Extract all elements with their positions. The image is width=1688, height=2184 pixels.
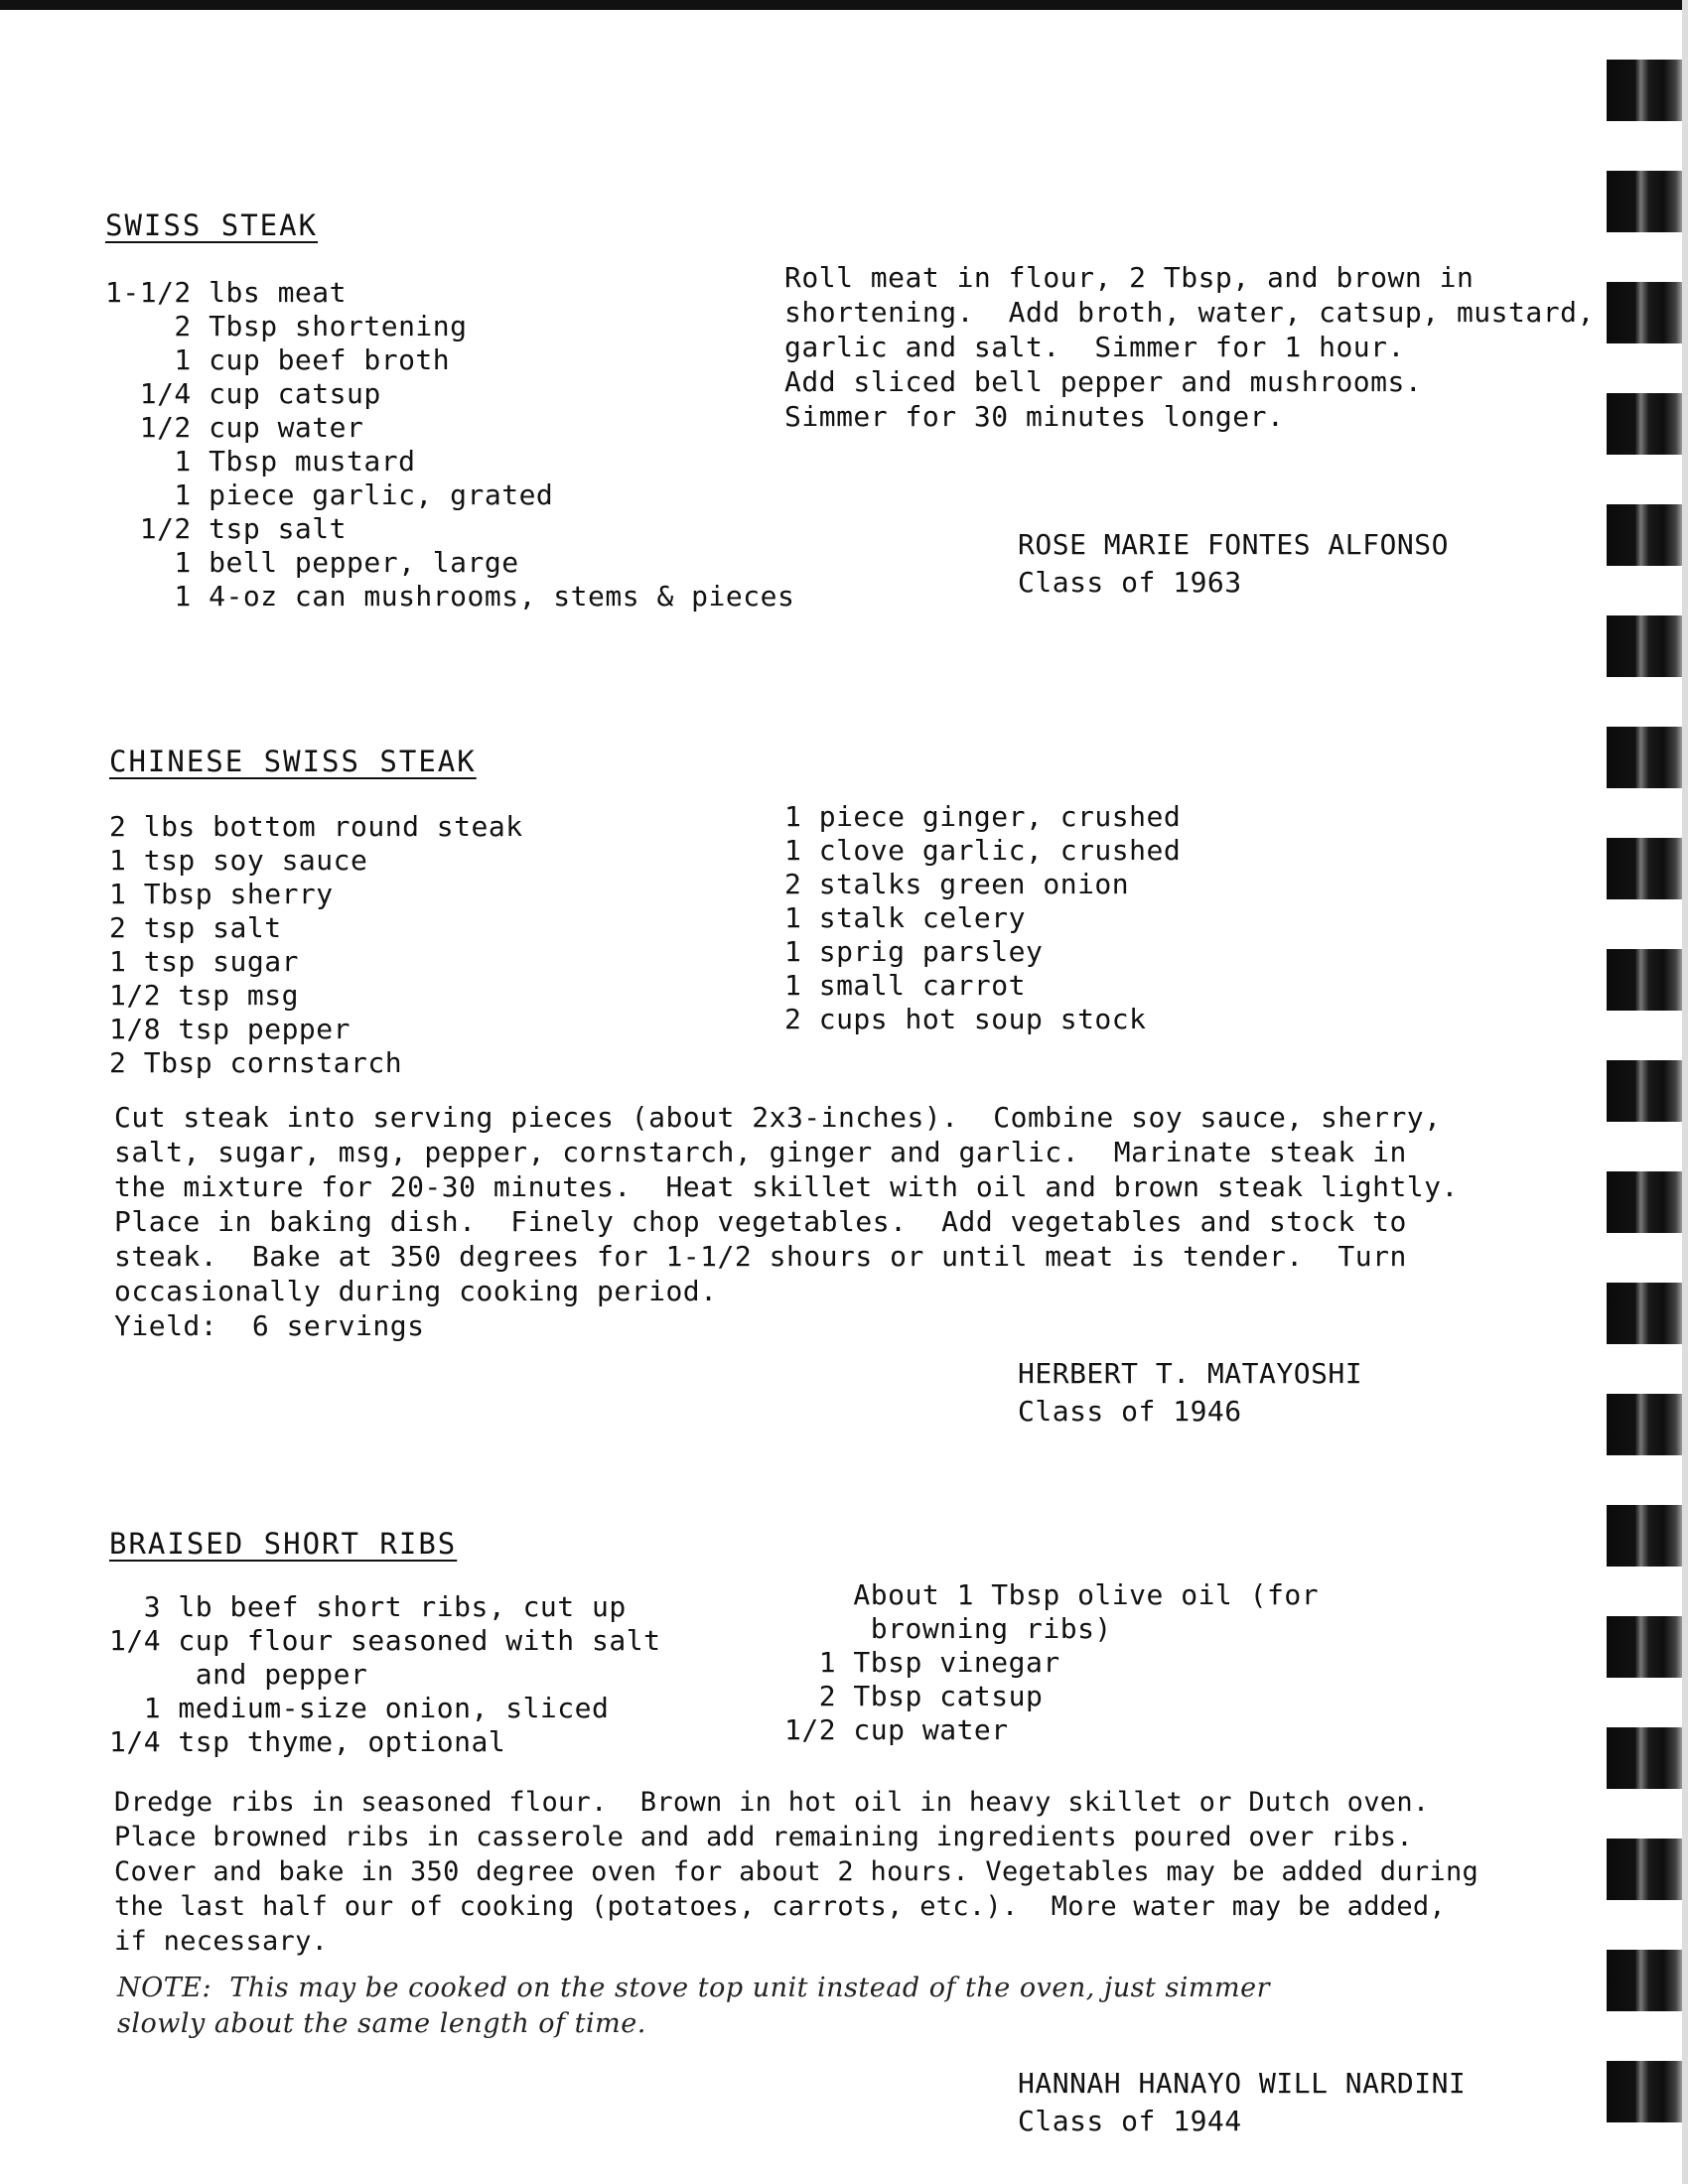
ingredient-line: 2 lbs bottom round steak xyxy=(109,810,523,843)
binding-ring xyxy=(1607,282,1688,343)
direction-line: occasionally during cooking period. xyxy=(114,1275,718,1307)
binding-ring xyxy=(1607,727,1688,788)
ingredient-line: 1 bell pepper, large xyxy=(105,546,519,579)
ingredient-line: 1 medium-size onion, sliced xyxy=(109,1692,610,1724)
ingredient-line: About 1 Tbsp olive oil (for xyxy=(784,1578,1320,1611)
recipe-title-swiss-steak: SWISS STEAK xyxy=(105,208,319,242)
binding-ring xyxy=(1607,1727,1688,1789)
direction-line: if necessary. xyxy=(114,1926,329,1957)
binding-ring xyxy=(1607,615,1688,677)
author-chinese-swiss-steak xyxy=(1018,1355,1362,1431)
ingredient-line: 1 tsp sugar xyxy=(109,945,299,978)
author-class: Class of 1946 xyxy=(1018,1395,1242,1428)
directions-chinese-swiss-steak xyxy=(114,1100,1459,1343)
page-top-edge xyxy=(0,0,1688,10)
spiral-binding xyxy=(1607,0,1688,2184)
direction-line: shortening. Add broth, water, catsup, mustard, xyxy=(784,296,1595,329)
author-swiss-steak xyxy=(1018,526,1449,602)
ingredient-line: 2 tsp salt xyxy=(109,911,282,944)
ingredients-right-braised-short-ribs xyxy=(784,1578,1319,1747)
direction-line: Place browned ribs in casserole and add remaining ingredients poured over ribs. xyxy=(114,1822,1413,1852)
binding-ring xyxy=(1607,838,1688,899)
ingredient-line: 1/4 tsp thyme, optional xyxy=(109,1725,506,1758)
author-name: ROSE MARIE FONTES ALFONSO xyxy=(1018,528,1449,561)
recipe-title-braised-short-ribs: BRAISED SHORT RIBS xyxy=(109,1527,458,1561)
direction-line: the mixture for 20-30 minutes. Heat skillet with oil and brown steak lightly. xyxy=(114,1170,1459,1203)
direction-line: Yield: 6 servings xyxy=(114,1309,425,1342)
ingredient-line: 1-1/2 lbs meat xyxy=(105,276,348,309)
ingredient-line: 2 cups hot soup stock xyxy=(784,1003,1147,1035)
author-class: Class of 1944 xyxy=(1018,2105,1242,2137)
ingredient-line: 2 Tbsp cornstarch xyxy=(109,1046,403,1079)
ingredients-swiss-steak xyxy=(105,276,794,614)
ingredient-line: 3 lb beef short ribs, cut up xyxy=(109,1590,627,1623)
ingredients-left-chinese-swiss-steak xyxy=(109,810,523,1080)
direction-line: garlic and salt. Simmer for 1 hour. xyxy=(784,331,1405,363)
author-braised-short-ribs xyxy=(1018,2065,1466,2140)
recipe-title-chinese-swiss-steak: CHINESE SWISS STEAK xyxy=(109,745,477,778)
ingredients-left-braised-short-ribs xyxy=(109,1590,660,1759)
author-name: HANNAH HANAYO WILL NARDINI xyxy=(1018,2067,1467,2100)
direction-line: Place in baking dish. Finely chop vegetables. Add vegetables and stock to xyxy=(114,1205,1407,1238)
binding-ring xyxy=(1607,60,1688,121)
direction-line: steak. Bake at 350 degrees for 1-1/2 shours or until meat is tender. Turn xyxy=(114,1240,1407,1273)
ingredient-line: 1 small carrot xyxy=(784,969,1027,1002)
author-name: HERBERT T. MATAYOSHI xyxy=(1018,1357,1363,1390)
ingredient-line: browning ribs) xyxy=(784,1612,1112,1645)
binding-ring xyxy=(1607,949,1688,1011)
ingredient-line: 1 piece garlic, grated xyxy=(105,478,554,511)
ingredient-line: 1 sprig parsley xyxy=(784,935,1044,968)
ingredient-line: 1 stalk celery xyxy=(784,901,1027,934)
ingredient-line: 2 Tbsp catsup xyxy=(784,1680,1044,1712)
note-line: slowly about the same length of time. xyxy=(117,2008,646,2039)
direction-line: Add sliced bell pepper and mushrooms. xyxy=(784,365,1423,398)
page-right-edge xyxy=(1682,0,1688,2184)
binding-ring xyxy=(1607,1171,1688,1233)
ingredient-line: 1/4 cup catsup xyxy=(105,377,381,410)
binding-ring xyxy=(1607,1839,1688,1900)
ingredient-line: 1/8 tsp pepper xyxy=(109,1013,352,1045)
ingredient-line: 1 Tbsp vinegar xyxy=(784,1646,1060,1679)
binding-ring xyxy=(1607,1060,1688,1122)
binding-ring xyxy=(1607,1283,1688,1344)
direction-line: salt, sugar, msg, pepper, cornstarch, ginger and garlic. Marinate steak in xyxy=(114,1136,1407,1168)
ingredient-line: 1 tsp soy sauce xyxy=(109,844,368,877)
directions-swiss-steak xyxy=(784,260,1595,434)
ingredient-line: 1 clove garlic, crushed xyxy=(784,834,1182,867)
directions-braised-short-ribs xyxy=(114,1785,1478,1959)
direction-line: Cover and bake in 350 degree oven for about 2 hours. Vegetables may be added during xyxy=(114,1856,1479,1887)
binding-ring xyxy=(1607,171,1688,232)
ingredient-line: 1 4-oz can mushrooms, stems & pieces xyxy=(105,580,795,613)
author-class: Class of 1963 xyxy=(1018,566,1242,599)
binding-ring xyxy=(1607,1505,1688,1567)
ingredient-line: 1 cup beef broth xyxy=(105,343,451,376)
binding-ring xyxy=(1607,504,1688,566)
ingredient-line: 1/2 tsp msg xyxy=(109,979,299,1012)
direction-line: Simmer for 30 minutes longer. xyxy=(784,400,1285,433)
ingredient-line: 1 piece ginger, crushed xyxy=(784,800,1182,833)
ingredient-line: 1 Tbsp mustard xyxy=(105,445,416,478)
binding-ring xyxy=(1607,1950,1688,2011)
note-braised-short-ribs xyxy=(117,1971,1270,2042)
ingredient-line: and pepper xyxy=(109,1658,368,1691)
ingredient-line: 1 Tbsp sherry xyxy=(109,878,334,910)
ingredient-line: 2 stalks green onion xyxy=(784,868,1130,900)
ingredients-right-chinese-swiss-steak xyxy=(784,800,1181,1036)
direction-line: Dredge ribs in seasoned flour. Brown in hot oil in heavy skillet or Dutch oven. xyxy=(114,1787,1430,1818)
ingredient-line: 1/4 cup flour seasoned with salt xyxy=(109,1624,661,1657)
binding-ring xyxy=(1607,1616,1688,1678)
ingredient-line: 1/2 cup water xyxy=(105,411,364,444)
ingredient-line: 1/2 tsp salt xyxy=(105,512,348,545)
note-line: NOTE: This may be cooked on the stove top unit instead of the oven, just simmer xyxy=(117,1973,1271,2003)
direction-line: Roll meat in flour, 2 Tbsp, and brown in xyxy=(784,261,1475,294)
binding-ring xyxy=(1607,393,1688,455)
ingredient-line: 2 Tbsp shortening xyxy=(105,310,468,342)
binding-ring xyxy=(1607,2061,1688,2122)
direction-line: the last half our of cooking (potatoes, carrots, etc.). More water may be added, xyxy=(114,1891,1446,1922)
ingredient-line: 1/2 cup water xyxy=(784,1713,1009,1746)
binding-ring xyxy=(1607,1394,1688,1455)
direction-line: Cut steak into serving pieces (about 2x3-inches). Combine soy sauce, sherry, xyxy=(114,1101,1442,1134)
